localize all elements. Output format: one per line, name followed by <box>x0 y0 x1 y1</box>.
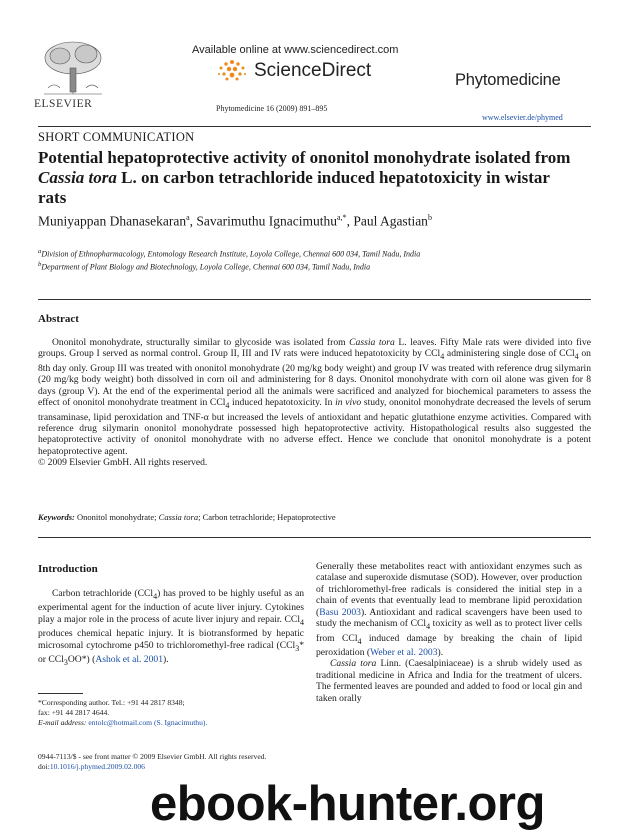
publisher-name: ELSEVIER <box>34 98 93 110</box>
intro-paragraph: Generally these metabolites react with antioxidant enzymes such as catalase and superoxide dismutase (SOD). However, over production of trichloromethyl-free radicals is considered the initial step in a chain of events that eventually lead to membrane lipid peroxidation (Basu 2003). Antioxidant and radical scavengers have been used to study the mechanism of CCl$_4$ toxicity as well as to protect liver cells from CCl$_4$ induced damage by breaking the chain of lipid peroxidation (Weber et al. 2003). <box>316 561 582 658</box>
doi-link[interactable]: 10.1016/j.phymed.2009.02.006 <box>49 762 145 771</box>
sciencedirect-brand[interactable] <box>216 58 371 84</box>
citation-link[interactable]: Ashok et al. 2001 <box>95 653 163 665</box>
citation-link[interactable]: Basu 2003 <box>319 606 361 618</box>
journal-name: Phytomedicine <box>455 71 561 89</box>
affiliations <box>38 247 420 272</box>
journal-url-link[interactable]: www.elsevier.de/phymed <box>482 113 563 122</box>
doi-line: doi:10.1016/j.phymed.2009.02.006 <box>38 762 145 771</box>
intro-right-column <box>316 561 582 704</box>
abstract-paragraph: Ononitol monohydrate, structurally similar to glycoside was isolated from Cassia tora L. leaves. Fifty Male rats were divided into five groups. Group I served as normal control. Group II, III and IV rats were induced hepatotoxicity by CCl$_4$ administering single dose of CCl$_4$ on 8th day only. Group III was treated with ononitol monohydrate (20 mg/kg body weight) and group IV was treated with reference drug silymarin (20 mg/kg body weight) both dissolved in corn oil and administering for 8 days. Ononitol monohydrate with corn oil alone was given for 8 days (group V). At the end of the experimental period all the animals were sacrificed and analyzed for biochemical parameters to assess the effect of ononitol monohydrate treatment in CCl$_4$ induced hepatotoxicity. In in vivo study, ononitol monohydrate decreased the levels of serum transaminase, lipid peroxidation and TNF-α but increased the levels of antioxidant and hepatic glutathione enzyme activities. Compared with reference drug silymarin ononitol monohydrate possessed high hepatoprotective activity. Histopathological results also suggested the hepatoprotective activity of ononitol monohydrate with no adverse effect. Hence we conclude that ononitol monohydrate is a potent hepatoprotective agent. <box>38 337 592 457</box>
intro-left-column <box>38 588 304 668</box>
fax-number: fax: +91 44 2817 4644. <box>38 708 110 718</box>
email-line: E-mail address: entolc@hotmail.com (S. Ignacimuthu). <box>38 718 208 728</box>
elsevier-tree-logo <box>38 38 108 96</box>
author-name: Muniyappan Dhanasekaran <box>38 213 187 229</box>
intro-paragraph: Carbon tetrachloride (CCl$_4$) has proved to be highly useful as an experimental agent for the induction of acute liver injury. Cytokines play a major role in the process of acute liver injury and repair. CCl$_4$ produces chemical hepatic injury. It is biotransformed by hepatic microsomal cytochrome p450 to trichloromethyl-free radical (CCl$_3$* or CCl$_3$OO*) (Ashok et al. 2001). <box>38 588 304 667</box>
corresponding-author: *Corresponding author. Tel.: +91 44 2817 8348; <box>38 698 185 707</box>
author-name: Savarimuthu Ignacimuthu <box>196 213 337 229</box>
author-list: Muniyappan Dhanasekaran$^a$, Savarimuthu Ignacimuthu$^{a,*}$, Paul Agastian$^b$ <box>38 213 432 229</box>
journal-citation: Phytomedicine 16 (2009) 891–895 <box>216 104 328 113</box>
abstract-heading: Abstract <box>38 313 79 325</box>
affiliation-b: $^b$Department of Plant Biology and Biotechnology, Loyola College, Chennai 600 034, Tamil Nadu, India <box>38 260 371 272</box>
author-name: Paul Agastian <box>353 213 428 229</box>
watermark: ebook-hunter.org <box>150 777 545 831</box>
issn-line: 0944-7113/$ - see front matter © 2009 Elsevier GmbH. All rights reserved. <box>38 752 267 761</box>
abstract-body <box>38 337 591 469</box>
article-meta <box>38 752 266 772</box>
sciencedirect-wordmark: ScienceDirect <box>254 60 372 81</box>
affiliation-a: $^a$Division of Ethnopharmacology, Entomology Research Institute, Loyola College, Chennai 600 034, Tamil Nadu, India <box>38 248 421 259</box>
footnote-rule <box>38 693 83 694</box>
keywords-bottom-rule <box>38 537 591 538</box>
abstract-top-rule <box>38 299 591 300</box>
copyright-line: © 2009 Elsevier GmbH. All rights reserved. <box>38 457 208 469</box>
introduction-heading: Introduction <box>38 563 98 575</box>
article-title: Potential hepatoprotective activity of ononitol monohydrate isolated from Cassia tora L. on carbon tetrachloride induced hepatotoxicity in wistar rats <box>38 148 571 207</box>
sciencedirect-dots-icon <box>216 58 248 84</box>
available-online-text: Available online at www.sciencedirect.com <box>192 44 399 56</box>
keywords: Keywords: Ononitol monohydrate; Cassia tora; Carbon tetrachloride; Hepatoprotective <box>38 512 336 522</box>
intro-paragraph: Cassia tora Linn. (Caesalpiniaceae) is a shrub widely used as traditional medicine in Africa and India for the treatment of ulcers. The fermented leaves are pounded and added to food or local gin and taken orally <box>316 658 582 704</box>
section-type: SHORT COMMUNICATION <box>38 130 195 144</box>
footnotes <box>38 698 308 729</box>
email-link[interactable]: entolc@hotmail.com (S. Ignacimuthu). <box>86 718 208 728</box>
header-rule <box>38 126 591 127</box>
citation-link[interactable]: Weber et al. 2003 <box>370 646 438 658</box>
